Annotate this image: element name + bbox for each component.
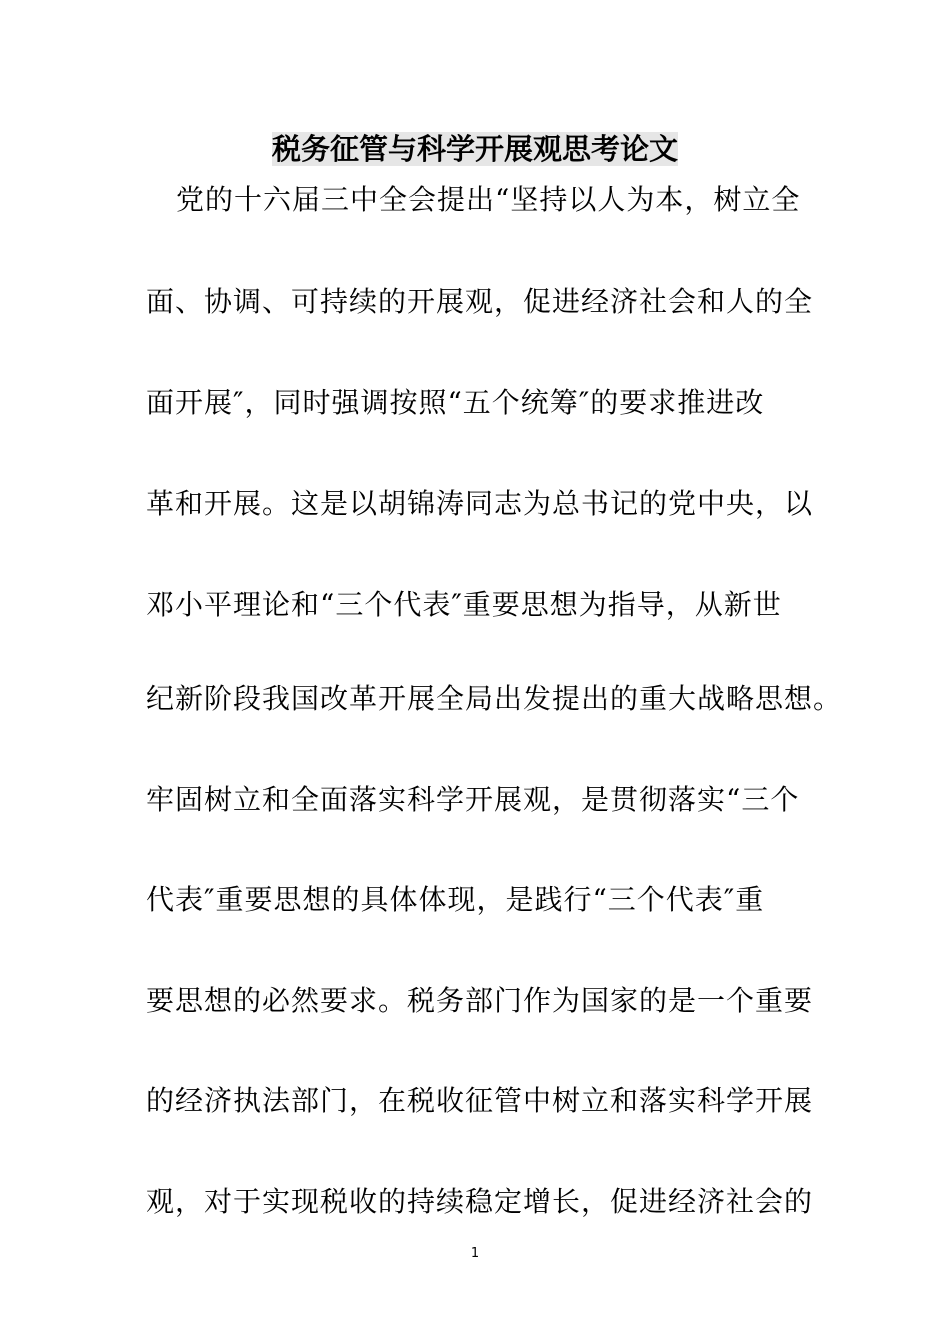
body-line: 牢固树立和全面落实科学开展观，是贯彻落实“三个	[146, 783, 800, 816]
page-number: 1	[470, 1246, 480, 1261]
body-line: 党的十六届三中全会提出“坚持以人为本，树立全	[176, 183, 801, 216]
body-line: 面开展″，同时强调按照“五个统筹″的要求推进改	[146, 386, 765, 419]
body-line: 邓小平理论和“三个代表″重要思想为指导，从新世	[146, 588, 782, 621]
body-line: 要思想的必然要求。税务部门作为国家的是一个重要	[146, 984, 814, 1017]
document-title-text: 税务征管与科学开展观思考论文	[271, 132, 678, 166]
body-line: 面、协调、可持续的开展观，促进经济社会和人的全	[146, 285, 814, 318]
body-line: 纪新阶段我国改革开展全局出发提出的重大战略思想。	[146, 682, 843, 715]
body-line: 代表″重要思想的具体体现，是践行“三个代表″重	[146, 883, 765, 916]
body-line: 的经济执法部门，在税收征管中树立和落实科学开展	[146, 1084, 814, 1117]
body-line: 革和开展。这是以胡锦涛同志为总书记的党中央，以	[146, 487, 814, 520]
body-line: 观，对于实现税收的持续稳定增长，促进经济社会的	[146, 1185, 814, 1218]
document-title	[0, 128, 950, 170]
